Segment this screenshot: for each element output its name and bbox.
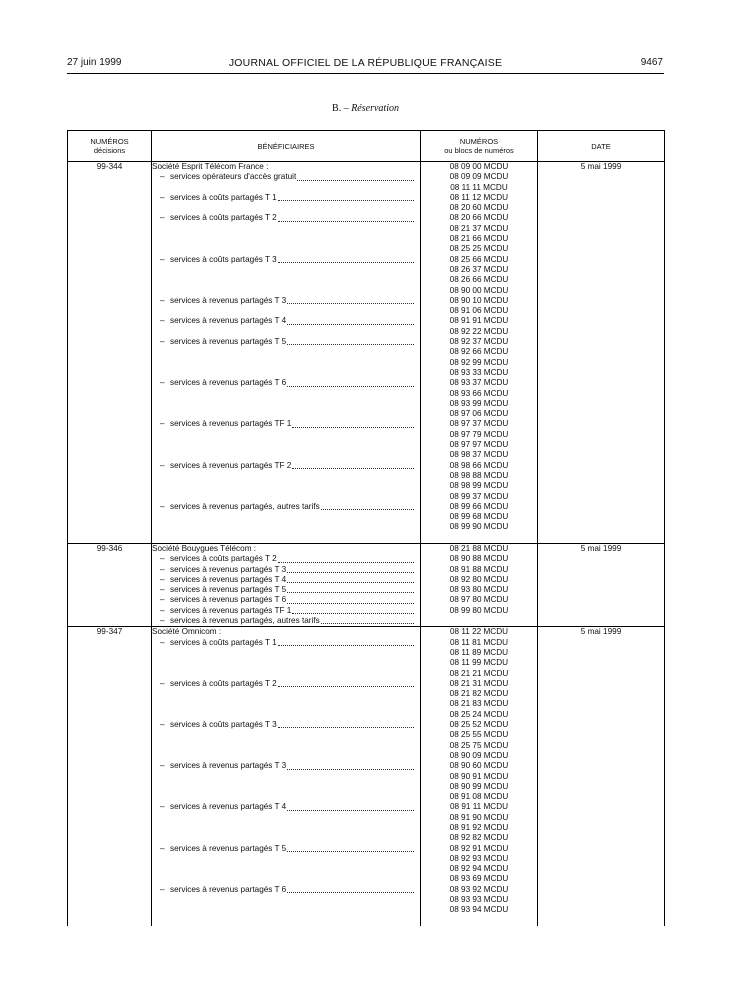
number-block: 08 11 22 MCDU xyxy=(449,627,509,637)
line-spacer xyxy=(152,275,420,285)
dash-marker: – xyxy=(160,678,165,688)
number-block: 08 11 81 MCDU xyxy=(449,637,509,647)
number-block: 08 26 37 MCDU xyxy=(449,264,509,274)
decision-number: 99-344 xyxy=(68,162,152,544)
number-block: 08 93 37 MCDU xyxy=(449,378,509,388)
decision-number: 99-346 xyxy=(68,543,152,626)
dash-marker: – xyxy=(160,574,165,584)
dot-leader xyxy=(278,679,414,687)
dash-marker: – xyxy=(160,254,165,264)
line-spacer xyxy=(152,306,420,316)
number-block: 08 90 09 MCDU xyxy=(449,750,509,760)
line-spacer xyxy=(152,648,420,658)
number-block: 08 92 66 MCDU xyxy=(449,347,509,357)
number-block: 08 93 33 MCDU xyxy=(449,367,509,377)
table-row xyxy=(68,162,665,544)
number-block: 08 92 99 MCDU xyxy=(449,357,509,367)
line-spacer xyxy=(152,522,420,532)
dash-marker: – xyxy=(160,460,165,470)
line-spacer xyxy=(152,389,420,399)
number-block: 08 91 08 MCDU xyxy=(449,792,509,802)
dot-leader xyxy=(287,378,414,386)
number-block: 08 25 66 MCDU xyxy=(449,254,509,264)
line-spacer xyxy=(152,327,420,337)
number-block: 08 21 37 MCDU xyxy=(449,223,509,233)
number-block: 08 11 12 MCDU xyxy=(449,192,509,202)
service-name: services à revenus partagés T 6 xyxy=(170,378,287,388)
number-block: 08 92 80 MCDU xyxy=(449,574,509,584)
number-block: 08 25 55 MCDU xyxy=(449,730,509,740)
service-line xyxy=(152,337,420,347)
service-line xyxy=(152,606,420,616)
number-block: 08 26 66 MCDU xyxy=(449,275,509,285)
service-name: services à revenus partagés T 6 xyxy=(170,595,287,605)
number-block: 08 92 91 MCDU xyxy=(449,843,509,853)
service-name: services à revenus partagés T 3 xyxy=(170,564,287,574)
col-header-decisions-line2: décisions xyxy=(93,146,126,155)
dash-marker: – xyxy=(160,637,165,647)
line-spacer xyxy=(152,864,420,874)
line-spacer xyxy=(152,689,420,699)
line-spacer xyxy=(152,492,420,502)
number-block: 08 21 83 MCDU xyxy=(449,699,509,709)
number-block: 08 93 92 MCDU xyxy=(449,884,509,894)
line-spacer xyxy=(152,368,420,378)
line-spacer xyxy=(152,440,420,450)
service-line xyxy=(152,585,420,595)
number-block: 08 21 31 MCDU xyxy=(449,678,509,688)
line-spacer xyxy=(152,481,420,491)
service-line xyxy=(152,844,420,854)
number-block: 08 99 66 MCDU xyxy=(449,501,509,511)
service-name: services à revenus partagés T 5 xyxy=(170,337,287,347)
line-spacer xyxy=(152,792,420,802)
col-header-numbers xyxy=(421,131,538,162)
beneficiary-cell xyxy=(152,543,421,626)
service-name: services à coûts partagés T 2 xyxy=(170,554,277,564)
dot-leader xyxy=(292,419,414,427)
dash-marker: – xyxy=(160,564,165,574)
service-line xyxy=(152,296,420,306)
number-block: 08 98 66 MCDU xyxy=(449,460,509,470)
line-spacer xyxy=(152,244,420,254)
numbers-cell xyxy=(421,627,538,926)
company-name: Société Bouygues Télécom : xyxy=(152,543,257,553)
line-spacer xyxy=(152,658,420,668)
line-spacer xyxy=(152,224,420,234)
number-block: 08 92 93 MCDU xyxy=(449,853,509,863)
col-header-beneficiaires: BÉNÉFICIAIRES xyxy=(152,131,421,162)
number-block: 08 97 80 MCDU xyxy=(449,595,509,605)
journal-title: JOURNAL OFFICIEL DE LA RÉPUBLIQUE FRANÇAISE xyxy=(228,57,503,69)
number-block: 08 91 06 MCDU xyxy=(449,306,509,316)
number-block: 08 90 88 MCDU xyxy=(449,554,509,564)
service-name: services à revenus partagés T 3 xyxy=(170,761,287,771)
service-name: services à coûts partagés T 2 xyxy=(170,213,277,223)
dash-marker: – xyxy=(160,501,165,511)
line-spacer xyxy=(152,409,420,419)
dot-leader xyxy=(321,616,414,624)
dot-leader xyxy=(278,255,414,263)
service-name: services à coûts partagés T 3 xyxy=(170,720,277,730)
section-title xyxy=(0,103,731,114)
dash-marker: – xyxy=(160,554,165,564)
dot-leader xyxy=(287,844,414,852)
service-name: services à revenus partagés T 4 xyxy=(170,802,287,812)
service-line xyxy=(152,554,420,564)
service-name: services à revenus partagés, autres tarifs xyxy=(170,501,320,511)
number-block: 08 99 90 MCDU xyxy=(449,522,509,532)
number-block: 08 91 90 MCDU xyxy=(449,812,509,822)
number-block: 08 90 60 MCDU xyxy=(449,761,509,771)
line-spacer xyxy=(152,203,420,213)
line-spacer xyxy=(152,895,420,905)
service-name: services à revenus partagés T 6 xyxy=(170,884,287,894)
service-name: services à coûts partagés T 3 xyxy=(170,254,277,264)
dash-marker: – xyxy=(160,419,165,429)
number-block: 08 11 11 MCDU xyxy=(450,182,508,192)
number-block: 08 97 79 MCDU xyxy=(449,429,509,439)
line-spacer xyxy=(152,854,420,864)
dash-marker: – xyxy=(160,843,165,853)
line-spacer xyxy=(152,905,420,915)
dot-leader xyxy=(321,502,414,510)
numbers-cell xyxy=(421,543,538,626)
number-block: 08 25 25 MCDU xyxy=(449,244,509,254)
line-spacer xyxy=(152,430,420,440)
service-line xyxy=(152,565,420,575)
dash-marker: – xyxy=(160,337,165,347)
dot-leader xyxy=(287,337,414,345)
number-block: 08 93 80 MCDU xyxy=(449,585,509,595)
number-block: 08 21 66 MCDU xyxy=(449,234,509,244)
number-block: 08 25 75 MCDU xyxy=(449,740,509,750)
line-spacer xyxy=(152,710,420,720)
service-line xyxy=(152,616,420,626)
service-name: services à coûts partagés T 2 xyxy=(170,678,277,688)
dot-leader xyxy=(278,554,414,562)
number-block: 08 98 99 MCDU xyxy=(449,481,509,491)
dash-marker: – xyxy=(160,616,165,626)
line-spacer xyxy=(152,813,420,823)
dash-marker: – xyxy=(160,213,165,223)
number-block: 08 92 22 MCDU xyxy=(449,326,509,336)
number-block: 08 21 82 MCDU xyxy=(449,689,509,699)
service-name: services à revenus partagés T 5 xyxy=(170,843,287,853)
number-block: 08 20 66 MCDU xyxy=(449,213,509,223)
service-line xyxy=(152,575,420,585)
table-row xyxy=(68,627,665,926)
col-header-numbers-line1: NUMÉROS xyxy=(459,137,499,146)
line-spacer xyxy=(152,234,420,244)
line-spacer xyxy=(152,512,420,522)
number-block: 08 25 24 MCDU xyxy=(449,709,509,719)
number-block: 08 92 94 MCDU xyxy=(449,864,509,874)
number-block: 08 09 00 MCDU xyxy=(449,162,509,171)
section-prefix: B. – xyxy=(332,103,349,114)
company-name: Société Esprit Télécom France : xyxy=(152,162,269,171)
service-name: services à revenus partagés TF 1 xyxy=(170,419,292,429)
number-block: 08 25 52 MCDU xyxy=(449,720,509,730)
dot-leader xyxy=(287,595,414,603)
service-name: services à revenus partagés T 3 xyxy=(170,295,287,305)
number-block: 08 91 91 MCDU xyxy=(449,316,509,326)
number-block: 08 92 82 MCDU xyxy=(449,833,509,843)
line-spacer xyxy=(152,823,420,833)
service-name: services à coûts partagés T 1 xyxy=(170,192,277,202)
service-line xyxy=(152,679,420,689)
service-line xyxy=(152,213,420,223)
number-block: 08 93 93 MCDU xyxy=(449,895,509,905)
number-block: 08 21 88 MCDU xyxy=(449,543,509,553)
beneficiary-cell xyxy=(152,162,421,544)
dot-leader xyxy=(278,213,414,221)
service-line xyxy=(152,378,420,388)
number-block: 08 09 09 MCDU xyxy=(449,172,509,182)
col-header-date: DATE xyxy=(538,131,665,162)
dash-marker: – xyxy=(160,884,165,894)
line-spacer xyxy=(152,265,420,275)
number-block: 08 93 66 MCDU xyxy=(449,388,509,398)
number-block: 08 99 37 MCDU xyxy=(449,491,509,501)
service-name: services à revenus partagés, autres tarifs xyxy=(170,616,320,626)
line-spacer xyxy=(152,699,420,709)
line-spacer xyxy=(152,471,420,481)
dot-leader xyxy=(287,761,414,769)
beneficiary-cell xyxy=(152,627,421,926)
line-spacer xyxy=(152,399,420,409)
line-spacer xyxy=(152,358,420,368)
dot-leader xyxy=(287,565,414,573)
dot-leader xyxy=(287,885,414,893)
number-block: 08 99 68 MCDU xyxy=(449,512,509,522)
service-line xyxy=(152,802,420,812)
service-name: services à coûts partagés T 1 xyxy=(170,637,277,647)
number-block: 08 90 99 MCDU xyxy=(449,781,509,791)
line-spacer xyxy=(152,741,420,751)
dash-marker: – xyxy=(160,378,165,388)
dot-leader xyxy=(292,606,414,614)
table-header-row xyxy=(68,131,665,162)
company-name: Société Omnicom : xyxy=(152,627,222,637)
dot-leader xyxy=(278,193,414,201)
line-spacer xyxy=(152,533,420,543)
reservation-table xyxy=(67,130,665,926)
line-spacer xyxy=(152,347,420,357)
dash-marker: – xyxy=(160,802,165,812)
service-line xyxy=(152,419,420,429)
number-block: 08 11 89 MCDU xyxy=(449,647,509,657)
number-block: 08 98 88 MCDU xyxy=(449,470,509,480)
dash-marker: – xyxy=(160,595,165,605)
decision-date: 5 mai 1999 xyxy=(538,627,665,926)
service-line xyxy=(152,172,420,182)
line-spacer xyxy=(152,916,420,926)
service-line xyxy=(152,316,420,326)
line-spacer xyxy=(152,183,420,193)
number-block: 08 90 91 MCDU xyxy=(449,771,509,781)
dash-marker: – xyxy=(160,720,165,730)
dot-leader xyxy=(287,585,414,593)
dash-marker: – xyxy=(160,316,165,326)
dash-marker: – xyxy=(160,605,165,615)
line-spacer xyxy=(152,874,420,884)
dot-leader xyxy=(287,316,414,324)
col-header-decisions-line1: NUMÉROS xyxy=(90,137,129,146)
dot-leader xyxy=(292,461,414,469)
service-line xyxy=(152,255,420,265)
dot-leader xyxy=(287,296,414,304)
number-block: 08 90 00 MCDU xyxy=(449,285,509,295)
number-block: 08 91 11 MCDU xyxy=(449,802,509,812)
service-name: services à revenus partagés T 4 xyxy=(170,316,287,326)
section-name: Réservation xyxy=(351,103,399,114)
service-line xyxy=(152,638,420,648)
dot-leader xyxy=(278,638,414,646)
page-number: 9467 xyxy=(640,57,663,68)
number-block: 08 93 94 MCDU xyxy=(449,905,509,915)
line-spacer xyxy=(152,450,420,460)
line-spacer xyxy=(152,782,420,792)
line-spacer xyxy=(152,772,420,782)
col-header-numbers-line2: ou blocs de numéros xyxy=(444,146,514,155)
number-block: 08 97 97 MCDU xyxy=(449,440,509,450)
service-line xyxy=(152,595,420,605)
table-row xyxy=(68,543,665,626)
dash-marker: – xyxy=(160,761,165,771)
number-block: 08 98 37 MCDU xyxy=(449,450,509,460)
service-name: services à revenus partagés TF 2 xyxy=(170,460,292,470)
dot-leader xyxy=(278,720,414,728)
dot-leader xyxy=(297,172,414,180)
col-header-decisions xyxy=(68,131,152,162)
dash-marker: – xyxy=(160,585,165,595)
line-spacer xyxy=(152,286,420,296)
service-line xyxy=(152,720,420,730)
service-line xyxy=(152,502,420,512)
dash-marker: – xyxy=(160,192,165,202)
decision-date: 5 mai 1999 xyxy=(538,162,665,544)
service-name: services à revenus partagés T 4 xyxy=(170,574,287,584)
line-spacer xyxy=(152,751,420,761)
number-block: 08 93 99 MCDU xyxy=(449,398,509,408)
number-block: 08 20 60 MCDU xyxy=(449,203,509,213)
service-line xyxy=(152,461,420,471)
number-block: 08 92 37 MCDU xyxy=(449,337,509,347)
number-block: 08 11 99 MCDU xyxy=(449,658,509,668)
dot-leader xyxy=(287,575,414,583)
header-rule xyxy=(67,73,664,74)
number-block: 08 91 92 MCDU xyxy=(449,823,509,832)
decision-number: 99-347 xyxy=(68,627,152,926)
service-name: services opérateurs d'accès gratuit xyxy=(170,172,297,182)
number-block: 08 97 06 MCDU xyxy=(449,409,509,419)
line-spacer xyxy=(152,730,420,740)
table-body xyxy=(68,162,665,926)
dash-marker: – xyxy=(160,172,165,182)
number-block: 08 99 80 MCDU xyxy=(449,605,509,615)
service-name: services à revenus partagés T 5 xyxy=(170,585,287,595)
header-date: 27 juin 1999 xyxy=(67,57,122,68)
dash-marker: – xyxy=(160,295,165,305)
number-block: 08 90 10 MCDU xyxy=(449,295,509,305)
line-spacer xyxy=(152,669,420,679)
number-block: 08 21 21 MCDU xyxy=(449,668,509,678)
service-line xyxy=(152,193,420,203)
number-block: 08 93 69 MCDU xyxy=(449,874,509,884)
service-line xyxy=(152,885,420,895)
service-name: services à revenus partagés TF 1 xyxy=(170,605,292,615)
decision-date: 5 mai 1999 xyxy=(538,543,665,626)
number-block: 08 91 88 MCDU xyxy=(449,564,509,574)
numbers-cell xyxy=(421,162,538,544)
line-spacer xyxy=(152,833,420,843)
number-block: 08 97 37 MCDU xyxy=(449,419,509,429)
dot-leader xyxy=(287,802,414,810)
service-line xyxy=(152,761,420,771)
